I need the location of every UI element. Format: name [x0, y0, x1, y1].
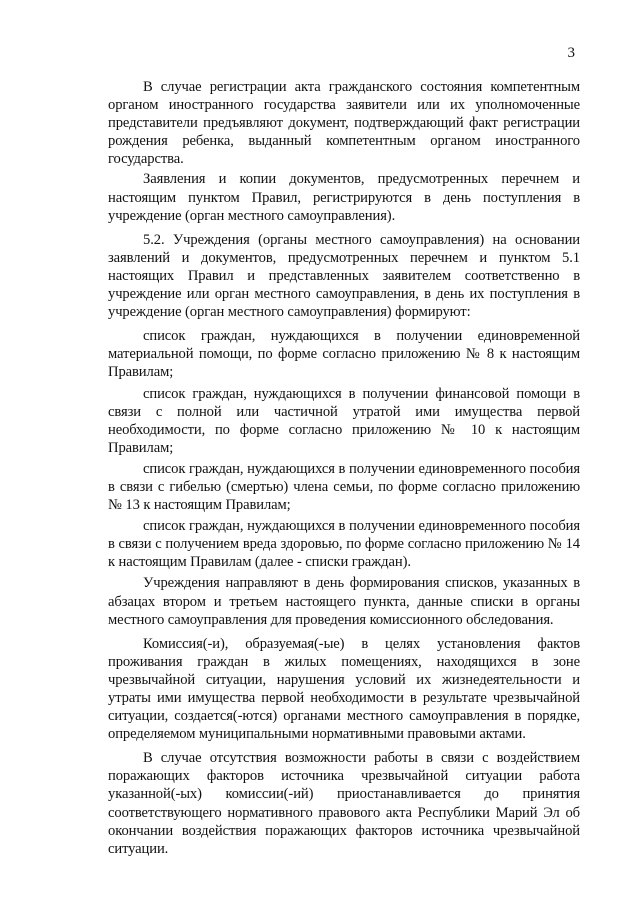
- paragraph-commission-suspension: В случае отсутствия возможности работы в связи с воздействием поражающих факторов источника чрезвычайной ситуации работа указанной(-ых) комиссии(-ий) приостанавливается до принятия соответствующего нормативного правового акта Республики Марий Эл об окончании воздействия поражающих факторов источника чрезвычайной ситуации.: [108, 750, 580, 857]
- page-number: 3: [567, 45, 575, 61]
- list-item-health-allowance: список граждан, нуждающихся в получении единовременного пособия в связи с получением вреда здоровью, по форме согласно приложению № 14 к настоящим Правилам (далее - списки граждан).: [108, 518, 580, 571]
- list-item-death-allowance: список граждан, нуждающихся в получении единовременного пособия в связи с гибелью (смертью) члена семьи, по форме согласно приложению № 13 к настоящим Правилам;: [108, 460, 580, 514]
- paragraph-lists-forwarding: Учреждения направляют в день формирования списков, указанных в абзацах втором и третьем настоящего пункта, данные списки в органы местного самоуправления для проведения комиссионного обследования.: [108, 575, 580, 628]
- list-item-material-aid: список граждан, нуждающихся в получении единовременной материальной помощи, по форме согласно приложению № 8 к настоящим Правилам;: [108, 328, 580, 381]
- document-body: [108, 78, 580, 864]
- paragraph-5-2-intro: 5.2. Учреждения (органы местного самоуправления) на основании заявлений и документов, предусмотренных перечнем и пунктом 5.1 настоящих Правил и представленных заявителем соответственно в учреждение или орган местного самоуправления, в день их поступления в учреждение (орган местного самоуправления) формируют:: [108, 231, 580, 321]
- list-item-financial-aid: список граждан, нуждающихся в получении финансовой помощи в связи с полной или частичной утратой ими имущества первой необходимости, по форме согласно приложению № 10 к настоящим Правилам;: [108, 385, 580, 456]
- paragraph-commission: Комиссия(-и), образуемая(-ые) в целях установления фактов проживания граждан в жилых помещениях, находящихся в зоне чрезвычайной ситуации, нарушения условий их жизнедеятельности и утраты ими имущества первой необходимости в результате чрезвычайной ситуации, создается(-ются) органами местного самоуправления в порядке, определяемом муниципальными нормативными правовыми актами.: [108, 635, 580, 743]
- paragraph-applications-registration: Заявления и копии документов, предусмотренных перечнем и настоящим пунктом Правил, регистрируются в день поступления в учреждение (орган местного самоуправления).: [108, 171, 580, 224]
- paragraph-foreign-registration: В случае регистрации акта гражданского состояния компетентным органом иностранного государства заявители или их уполномоченные представители предъявляют документ, подтверждающий факт регистрации рождения ребенка, выданный компетентным органом иностранного государства.: [108, 79, 580, 168]
